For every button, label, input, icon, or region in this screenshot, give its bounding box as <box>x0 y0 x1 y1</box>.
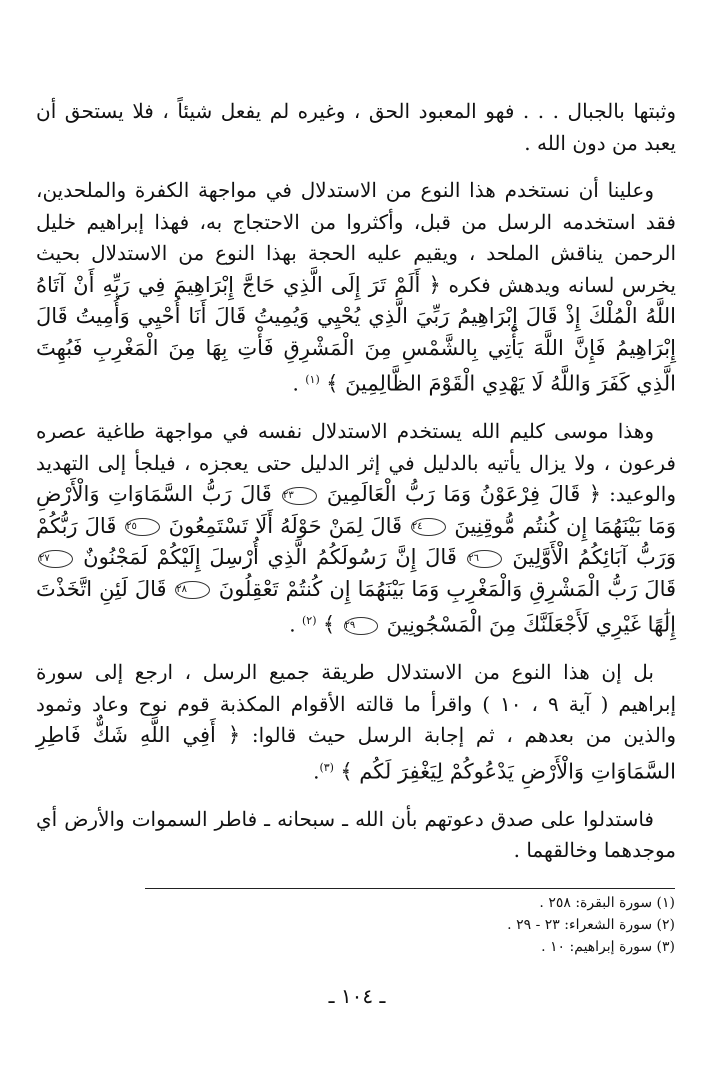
paragraph-text: فاستدلوا على صدق دعوتهم بأن الله ـ سبحانه ـ فاطر السموات والأرض أي موجدهما وخالقهما . <box>36 806 676 863</box>
footnote-3: (٣) سورة إبراهيم: ١٠ . <box>541 939 675 955</box>
paragraph-text: وهذا موسى كليم الله يستخدم الاستدلال نفسه في مواجهة طاغية عصره فرعون ، ولا يزال يأتيه بالدليل في إثر الدليل حتى يعجزه ، فيلجأ إلى التهديد والوعيد: <box>36 419 677 507</box>
paragraph-5 <box>36 804 676 867</box>
footnote-reference: (٢) <box>301 614 317 628</box>
paragraph-text: بل إن هذا النوع من الاستدلال طريقة جميع الرسل ، ارجع إلى سورة إبراهيم ( آية ٩ ، ١٠ ) واقرأ ما قالته الأقوام المكذبة قوم نوح وعاد وثمود والذين من بعدهم ، ثم إجابة الرسل حيث قالوا: <box>36 660 677 748</box>
quran-verse: ﴿ أَفِي اللَّهِ شَكٌّ فَاطِرِ السَّمَاوَاتِ وَالْأَرْضِ يَدْعُوكُمْ لِيَغْفِرَ لَكُم ﴾ <box>36 723 676 784</box>
quran-verse: قَالَ رَبُّ الْمَشْرِقِ وَالْمَغْرِبِ وَمَا بَيْنَهُمَا إِن كُنتُمْ تَعْقِلُونَ <box>218 576 677 601</box>
footnote-reference: (١) <box>305 373 320 386</box>
paragraph-3 <box>36 416 676 641</box>
quran-verse: قَالَ لَئِنِ اتَّخَذْتَ إِلَٰهًا غَيْرِي لَأَجْعَلَنَّكَ مِنَ الْمَسْجُونِينَ <box>36 576 676 637</box>
paragraph-text: . <box>289 612 302 637</box>
paragraph-text: . <box>292 371 306 396</box>
quran-verse: قَالَ رَبُّ السَّمَاوَاتِ وَالْأَرْضِ وَمَا بَيْنَهُمَا إِن كُنتُم مُّوقِنِينَ <box>36 482 676 538</box>
quran-verse: قَالَ رَبُّكُمْ وَرَبُّ آبَائِكُمُ الْأَوَّلِينَ <box>36 513 677 570</box>
quran-verse: قَالَ لِمَنْ حَوْلَهُ أَلَا تَسْتَمِعُونَ <box>168 513 403 538</box>
ayah-number-marker: ٢٦ <box>467 550 502 568</box>
ayah-number-marker: ٢٤ <box>411 518 446 536</box>
quran-verse: ﴿ قَالَ فِرْعَوْنُ وَمَا رَبُّ الْعَالَمِينَ <box>326 482 602 507</box>
footnote-reference: (٣) <box>319 760 334 774</box>
paragraph-2 <box>36 175 676 400</box>
footnote-2: (٢) سورة الشعراء: ٢٣ - ٢٩ . <box>507 917 675 933</box>
main-text <box>36 96 676 883</box>
paragraph-4 <box>36 657 676 788</box>
ayah-number-marker: ٢٣ <box>282 487 317 505</box>
footnote-1: (١) سورة البقرة: ٢٥٨ . <box>539 895 675 911</box>
paragraph-1 <box>36 96 676 159</box>
footnotes <box>145 892 675 958</box>
ayah-number-marker: ٢٨ <box>175 581 210 599</box>
paragraph-text: . <box>313 759 320 784</box>
paragraph-text: وعلينا أن نستخدم هذا النوع من الاستدلال في مواجهة الكفرة والملحدين، فقد استخدمه الرسل من قبل، وأكثروا من الاحتجاج به، فهذا إبراهيم خليل الرحمن يناقش الملحد ، ويقيم عليه الحجة بهذا النوع من الاستدلال بحيث يخرس لسانه ويدهش فكره <box>36 178 676 297</box>
page-number: ـ ١٠٤ ـ <box>328 984 386 1008</box>
ayah-number-marker: ٢٩ <box>344 617 379 635</box>
ayah-number-marker: ٢٧ <box>38 550 73 568</box>
quran-verse: ﴿ أَلَمْ تَرَ إِلَى الَّذِي حَاجَّ إِبْرَاهِيمَ فِي رَبِّهِ أَنْ آتَاهُ اللَّهُ الْمُلْكَ إِذْ قَالَ إِبْرَاهِيمُ رَبِّيَ الَّذِي يُحْيِي وَيُمِيتُ قَالَ أَنَا أُحْيِي وَأُمِيتُ قَالَ إِبْرَاهِيمُ فَإِنَّ اللَّهَ يَأْتِي بِالشَّمْسِ مِنَ الْمَشْرِقِ فَأْتِ بِهَا مِنَ الْمَغْرِبِ فَبُهِتَ الَّذِي كَفَرَ وَاللَّهُ لَا يَهْدِي الْقَوْمَ الظَّالِمِينَ ﴾ <box>36 272 676 396</box>
quran-verse: ﴾ <box>322 612 336 637</box>
quran-verse: قَالَ إِنَّ رَسُولَكُمُ الَّذِي أُرْسِلَ إِلَيْكُمْ لَمَجْنُونٌ <box>83 545 457 570</box>
footnote-divider <box>145 888 675 889</box>
ayah-number-marker: ٢٥ <box>125 518 160 536</box>
paragraph-text: وثبتها بالجبال . . . فهو المعبود الحق ، وغيره لم يفعل شيئاً ، فلا يستحق أن يعبد من دون الله . <box>36 99 676 155</box>
